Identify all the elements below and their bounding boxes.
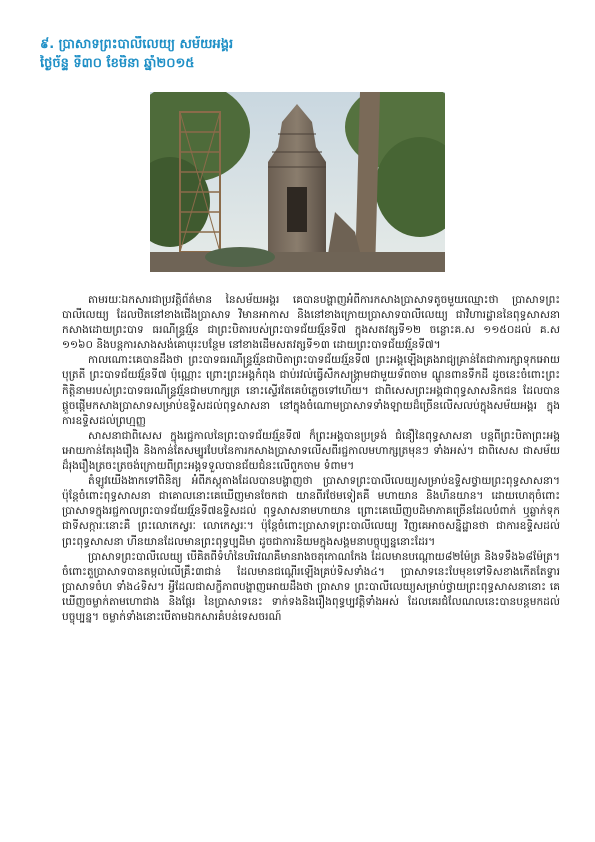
paragraph-3: សាសនាជាពិសេស ក្នុងរជ្ជកាលនៃព្រះបាទជ័យវរ្ម័នទី៧ ក៏ព្រះអង្គបានប្រទ្រង់ ជំនឿនៃពុទ្ធសាសនា បន្តពីព្រះបិតាព្រះអង្គអោយកាន់តែរុងរឿង និងកាន់តែសម្បូរបែបនៃការកសាងប្រាសាទលើសពីរជ្ជកាលមហាក្សត្រមុនៗ ទាំងអស់។ ជាពិសេស ជាសម័យដ៏រុងរឿងត្រចះត្រចង់ក្រោយពីព្រះអង្គទទួលបានជ័យជំនះលើពួកចាម ទំពាម។ (62, 429, 560, 473)
article-body (62, 293, 560, 625)
paragraph-2: កាលណោះគេបានដឹងថា ព្រះបាទធរណីន្ទ្រវរ្ម័នជាបិតាព្រះបាទជ័យវរ្ម័នទី៧ ព្រះអង្គឡើងគ្រងរាជ្យគ្រាន់តែជាការក្សាទុកអោយបុត្រតី ព្រះបាទជ័យវរ្ម័នទី៧ ប៉ុណ្ណោះ ព្រោះព្រះអង្គកំពុង ជាប់រវល់ធ្វើសឹកសង្គ្រាមជាមួយទ័ពចាម ណ្ហូនពានទឹកដី ដូចនេះចំពោះព្រះកិត្តិនាមរបស់ព្រះបាទធរណីន្ទ្រវរ្ម័នជាមហាក្សត្រ នោះស្ទើរតែគេបំភ្លេចទៅហើយ។ ជាពិសេសព្រះអង្គជាពុទ្ធសាសនិកជន ដែលបានផ្ដួចផ្ដើមកសាងប្រាសាទសម្រាប់ឧទ្ទិសដល់ពុទ្ធសាសនា នៅក្នុងចំណោមប្រាសាទទាំងឡាយដ៏ច្រើនលើសលប់ក្នុងសម័យអង្គរ ក្នុងការឧទ្ទិសដល់ព្រហ្មញ្ញ (62, 354, 560, 427)
article-date: ថ្ងៃច័ន្ទ ទី៣០ ខែមិនា ឆ្នាំ២០១៥ (40, 56, 195, 71)
temple-photo (150, 92, 445, 272)
temple-photo-graphic (150, 92, 445, 272)
paragraph-1: តាមរយៈឯកសារជាប្រវត្តិព័ត៌មាន នៃសម័យអង្គរ គេបានបង្ហាញអំពីការកសាងប្រាសាទតូចមួយឈ្មោះថា ប្រាសាទព្រះបាលីលេយ្យ ដែលឋិតនៅខាងជើងប្រាសាទ វិមានអាកាស និងនៅខាងក្រោយប្រាសាទបាលីលេយ្យ ជាវិហារដ្ឋាននៃពុទ្ធសាសនា កសាងដោយព្រះបាទ ធរណីន្ទ្រវរ្ម័ន ជាព្រះបិតារបស់ព្រះបាទជ័យវរ្ម័នទី៧ ក្នុងសតវត្សទី១២ ចន្លោះគ.ស ១១៥០ដល់ គ.ស ១១៦០ និងបន្តការសាងសង់គោបុរះបន្ថែម នៅខាងដើមសតវត្សទី១៣ ដោយព្រះបាទជ័យវរ្ម័នទី៧។ (62, 294, 560, 352)
article-title: ៩. ប្រាសាទព្រះបាលីលេយ្យ សម័យអង្គរ (40, 37, 234, 52)
paragraph-5: ប្រាសាទព្រះបាលីលេយ្យ បើគិតពីទំហំនៃបរិវេណគឺមានរាងចតុកោណកែង ដែលមានបណ្ដោយ៨២ម៉ែត្រ និងទទឹង៦៨ម៉ែត្រ។ ចំពោះតួប្រាសាទបានតម្កល់លើគ្រឹះ៣ជាន់ ដែលមានជណ្ដើរឡើងគ្រប់ទិសទាំង៤។ ប្រាសាទនេះបែមុខទៅទិសខាងកើតតែទ្វារប្រាសាទចំហ ទាំង៤ទិស។ អ្វីដែលជាសក្ខីភាពបង្ហាញអោយដឹងថា ប្រាសាទ ព្រះបាលីលេយ្យសម្រាប់ថ្វាយព្រះពុទ្ធសាសនានោះ គេឃើញចម្លាក់តាមហោជាង និងផ្ដែរ នៃប្រាសាទនេះ ទាក់ទងនិងរឿងពុទ្ធប្បវត្តិទាំងអស់ ដែលគេរជំលែណលនេះបានបន្តមកដល់បច្ចុប្បន្ន។ ចម្លាក់ទាំងនោះបើតាមឯកសារគំបន់ទេសចរណ៍ (62, 550, 560, 623)
paragraph-4: តំឡូវយើងងាកទៅពិនិត្យ អំពីភស្តុតាងដែលបានបង្ហាញថា ប្រាសាទព្រះបាលីលេយ្យសម្រាប់ឧទ្ទិសថ្វាយព្រះពុទ្ធសាសនា។ ប៉ុន្តែចំពោះពុទ្ធសាសនា ជាគោលនោះគេឃើញមានចែកជា យានពីរថែមទៀតគឺ មហាយាន និងហីនយាន។ ដោយហេតុចំពោះប្រាសាទក្នុងរជ្ជកាលព្រះបាទជ័យវរ្ម័នទី៧ឧទ្ទិសដល់ ពុទ្ធសាសនាមហាយាន ព្រោះគេឃើញបដិមាភាគច្រើនដែលបំពាក់ ឬឆ្លាក់ទុកជាទីសក្ការៈនោះគឺ ព្រះលោកេស្វរៈ លោកេស្វរៈ។ ប៉ុន្តែចំពោះប្រាសាទព្រះបាលីលេយ្យ វិញគេអាចសន្និដ្ឋានថា ជាការឧទ្ទិសដល់ព្រះពុទ្ធសាសនា ហីនយានដែលមានព្រះពុទ្ធប្បដិមា ដូចជាការនិយមក្នុងសង្គមនាបច្ចុប្បន្ននោះដែរ។ (62, 475, 560, 548)
